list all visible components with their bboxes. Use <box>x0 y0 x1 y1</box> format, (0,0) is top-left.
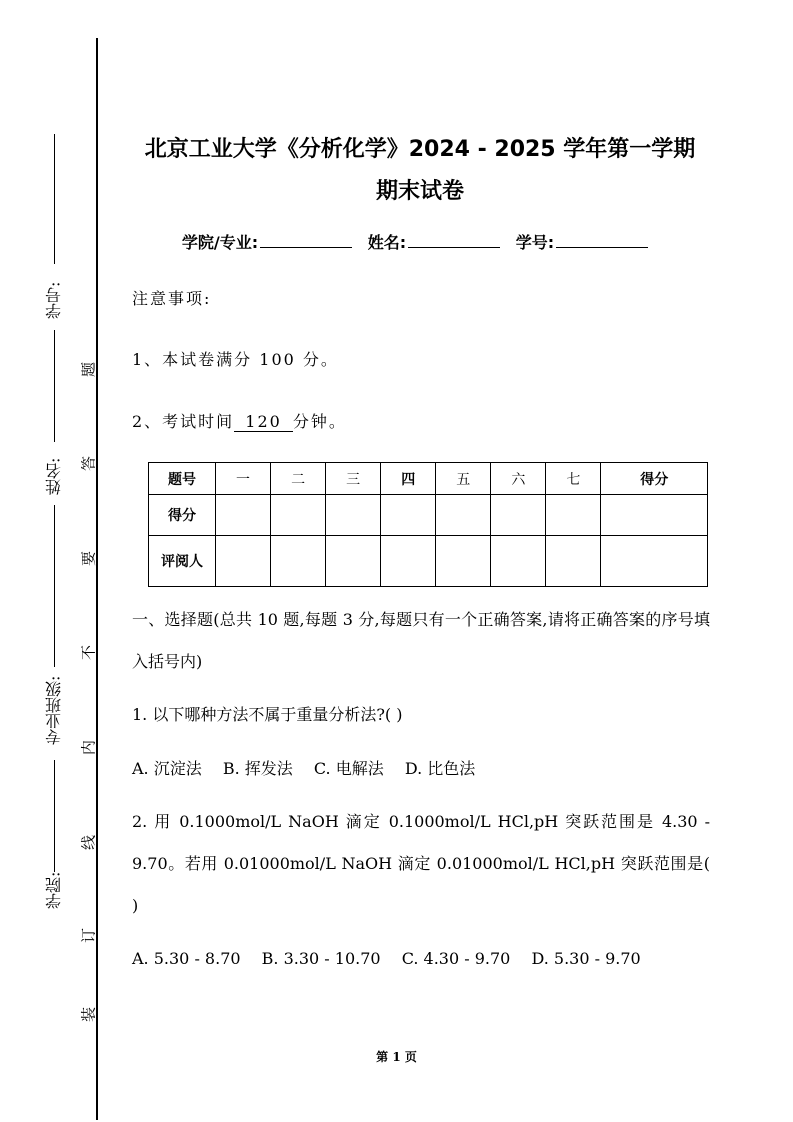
reviewer-cell[interactable] <box>546 536 601 587</box>
student-info-row <box>120 230 720 253</box>
student-id-field[interactable] <box>556 231 648 248</box>
section-1-heading: 一、选择题(总共 10 题,每题 3 分,每题只有一个正确答案,请将正确答案的序号填入括号内) <box>132 610 710 671</box>
option-b: B. 3.30 - 10.70 <box>261 949 381 968</box>
reviewer-row <box>149 536 708 587</box>
name-field[interactable] <box>408 231 500 248</box>
margin-warning-char: 要 <box>79 551 98 567</box>
row-label: 评阅人 <box>149 536 216 587</box>
page-number: 第 1 页 <box>376 1050 417 1064</box>
margin-warning-char: 内 <box>79 740 98 756</box>
student-id-blank-line <box>54 134 55 264</box>
option-c: C. 4.30 - 9.70 <box>401 949 511 968</box>
header-cell: 得分 <box>601 463 708 495</box>
header-cell: 题号 <box>149 463 216 495</box>
exam-duration-value: 120 <box>234 412 293 432</box>
header-cell: 四 <box>381 463 436 495</box>
score-cell[interactable] <box>216 495 271 536</box>
notes-heading: 注意事项: <box>132 289 212 308</box>
reviewer-cell[interactable] <box>216 536 271 587</box>
question-1-options <box>132 748 710 790</box>
margin-warning-char: 题 <box>79 362 98 378</box>
name-label: 姓名: <box>367 233 407 252</box>
header-cell: 二 <box>271 463 326 495</box>
score-cell[interactable] <box>271 495 326 536</box>
major-class-blank-line <box>54 505 55 667</box>
reviewer-cell[interactable] <box>271 536 326 587</box>
margin-student-id-label: 学号: <box>44 281 64 319</box>
header-cell: 七 <box>546 463 601 495</box>
binding-line <box>96 38 98 1120</box>
reviewer-cell[interactable] <box>326 536 381 587</box>
reviewer-cell[interactable] <box>381 536 436 587</box>
margin-warning-char: 线 <box>79 835 98 851</box>
score-cell[interactable] <box>436 495 491 536</box>
note-item-2-suffix: 分钟。 <box>292 412 347 431</box>
college-major-field[interactable] <box>260 231 352 248</box>
college-major-label: 学院/专业: <box>181 233 259 252</box>
reviewer-cell[interactable] <box>491 536 546 587</box>
option-a: A. 沉淀法 <box>132 759 202 778</box>
score-cell[interactable] <box>601 495 708 536</box>
option-c: C. 电解法 <box>313 759 384 778</box>
score-table <box>148 462 708 587</box>
option-d: D. 比色法 <box>404 759 476 778</box>
question-2-options <box>132 938 710 980</box>
margin-warning-char: 装 <box>79 1007 98 1023</box>
header-cell: 一 <box>216 463 271 495</box>
exam-title-line2: 期末试卷 <box>375 179 464 204</box>
score-cell[interactable] <box>381 495 436 536</box>
row-label: 得分 <box>149 495 216 536</box>
margin-warning-char: 答 <box>79 456 98 472</box>
header-cell: 三 <box>326 463 381 495</box>
reviewer-cell[interactable] <box>436 536 491 587</box>
exam-title-line1: 北京工业大学《分析化学》2024 - 2025 学年第一学期 <box>144 137 696 162</box>
student-id-label: 学号: <box>515 233 555 252</box>
note-item-2-prefix: 2、考试时间 <box>132 412 235 431</box>
score-table-header-row <box>149 463 708 495</box>
margin-warning-char: 不 <box>79 645 98 661</box>
score-cell[interactable] <box>491 495 546 536</box>
margin-warning-char: 订 <box>79 928 98 944</box>
header-cell: 五 <box>436 463 491 495</box>
score-cell[interactable] <box>546 495 601 536</box>
score-row <box>149 495 708 536</box>
margin-major-class-label: 专业班级: <box>44 675 64 745</box>
option-a: A. 5.30 - 8.70 <box>132 949 241 968</box>
college-blank-line <box>54 760 55 872</box>
option-b: B. 挥发法 <box>222 759 293 778</box>
score-cell[interactable] <box>326 495 381 536</box>
margin-college-label: 学院: <box>44 871 64 909</box>
header-cell: 六 <box>491 463 546 495</box>
option-d: D. 5.30 - 9.70 <box>531 949 641 968</box>
margin-name-label: 姓名: <box>44 457 64 495</box>
question-2-text: 2. 用 0.1000mol/L NaOH 滴定 0.1000mol/L HCl,pH 突跃范围是 4.30 - 9.70。若用 0.01000mol/L NaOH 滴定 0.01000mol/L HCl,pH 突跃范围是( ) <box>132 812 710 915</box>
note-item-1: 1、本试卷满分 100 分。 <box>132 350 339 369</box>
question-1-text: 1. 以下哪种方法不属于重量分析法?( ) <box>132 705 403 724</box>
name-blank-line <box>54 330 55 442</box>
note-item-2 <box>132 409 347 432</box>
reviewer-cell[interactable] <box>601 536 708 587</box>
